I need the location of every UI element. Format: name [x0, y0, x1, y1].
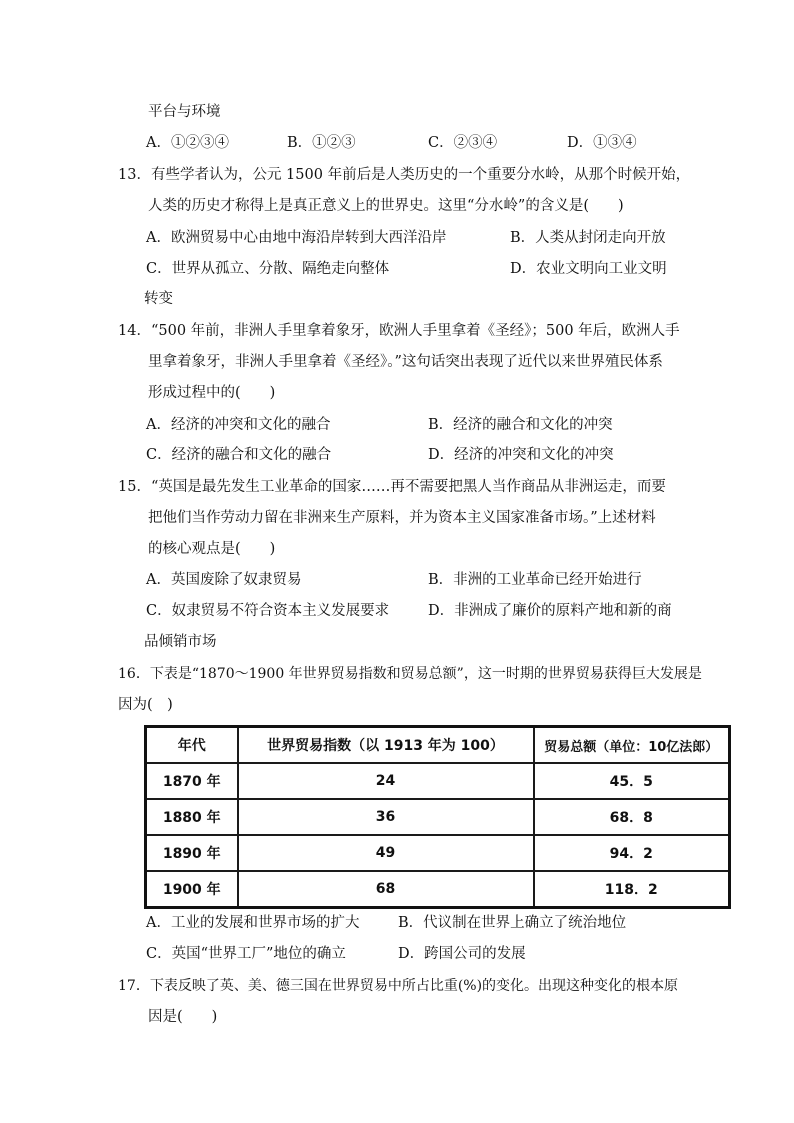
q13-option-d-cont: 转变	[144, 291, 173, 307]
q12-option-b[interactable]: B．①②③	[287, 135, 356, 151]
q15-option-d[interactable]: D．非洲成了廉价的原料产地和新的商	[428, 603, 672, 619]
q13-option-a[interactable]: A．欧洲贸易中心由地中海沿岸转到大西洋沿岸	[146, 230, 447, 246]
table-cell-index: 24	[238, 763, 534, 799]
q13-option-c[interactable]: C．世界从孤立、分散、隔绝走向整体	[146, 261, 390, 277]
table-row	[146, 799, 730, 835]
q14-stem-line1: 14．“500 年前，非洲人手里拿着象牙，欧洲人手里拿着《圣经》；500 年后，欧洲人手	[118, 323, 680, 339]
q12-option-a[interactable]: A．①②③④	[146, 135, 229, 151]
table-header-cell: 年代	[146, 727, 238, 764]
table-header-cell: 贸易总额（单位：10亿法郎）	[534, 727, 730, 764]
q16-option-d[interactable]: D．跨国公司的发展	[398, 946, 526, 962]
table-cell-total: 45．5	[534, 763, 730, 799]
q16-stem-line2: 因为( )	[118, 697, 173, 713]
trade-table	[144, 725, 731, 909]
table-cell-index: 68	[238, 871, 534, 908]
q15-option-c[interactable]: C．奴隶贸易不符合资本主义发展要求	[146, 603, 390, 619]
q14-option-a[interactable]: A．经济的冲突和文化的融合	[146, 417, 331, 433]
table-cell-index: 49	[238, 835, 534, 871]
table-cell-total: 68．8	[534, 799, 730, 835]
q16-option-b[interactable]: B．代议制在世界上确立了统治地位	[398, 915, 627, 931]
q17-stem-line2: 因是( )	[148, 1009, 218, 1025]
q14-option-c[interactable]: C．经济的融合和文化的融合	[146, 447, 332, 463]
q12-continuation: 平台与环境	[148, 104, 221, 120]
q14-stem-line2: 里拿着象牙，非洲人手里拿着《圣经》。”这句话突出表现了近代以来世界殖民体系	[148, 354, 663, 370]
table-cell-total: 94．2	[534, 835, 730, 871]
q14-option-d[interactable]: D．经济的冲突和文化的冲突	[428, 447, 614, 463]
q12-option-c[interactable]: C．②③④	[428, 135, 498, 151]
q15-option-a[interactable]: A．英国废除了奴隶贸易	[146, 572, 302, 588]
table-cell-year: 1900 年	[146, 871, 238, 908]
table-header-row	[146, 727, 730, 764]
table-cell-year: 1880 年	[146, 799, 238, 835]
q14-stem-line3: 形成过程中的( )	[148, 385, 276, 401]
table-cell-total: 118．2	[534, 871, 730, 908]
q15-stem-line1: 15．“英国是最先发生工业革命的国家……再不需要把黑人当作商品从非洲运走，而要	[118, 479, 666, 495]
q13-stem-line1: 13．有些学者认为，公元 1500 年前后是人类历史的一个重要分水岭，从那个时候开始，	[118, 167, 691, 183]
table-cell-year: 1870 年	[146, 763, 238, 799]
q15-option-d-cont: 品倾销市场	[144, 634, 217, 650]
q16-stem-line1: 16．下表是“1870～1900 年世界贸易指数和贸易总额”，这一时期的世界贸易获得巨大发展是	[118, 666, 702, 682]
q16-option-c[interactable]: C．英国“世界工厂”地位的确立	[146, 946, 346, 962]
q16-option-a[interactable]: A．工业的发展和世界市场的扩大	[146, 915, 360, 931]
q17-stem-line1: 17．下表反映了英、美、德三国在世界贸易中所占比重(%)的变化。出现这种变化的根本原	[118, 978, 679, 994]
table-row	[146, 835, 730, 871]
q15-option-b[interactable]: B．非洲的工业革命已经开始进行	[428, 572, 642, 588]
table-cell-index: 36	[238, 799, 534, 835]
table-header-cell: 世界贸易指数（以 1913 年为 100）	[238, 727, 534, 764]
q13-stem-line2: 人类的历史才称得上是真正意义上的世界史。这里“分水岭”的含义是( )	[148, 198, 624, 214]
table-row	[146, 871, 730, 908]
table-cell-year: 1890 年	[146, 835, 238, 871]
q13-option-b[interactable]: B．人类从封闭走向开放	[510, 230, 666, 246]
q12-option-d[interactable]: D．①③④	[567, 135, 637, 151]
q13-option-d[interactable]: D．农业文明向工业文明	[510, 261, 667, 277]
q15-stem-line3: 的核心观点是( )	[148, 541, 276, 557]
q14-option-b[interactable]: B．经济的融合和文化的冲突	[428, 417, 613, 433]
q15-stem-line2: 把他们当作劳动力留在非洲来生产原料，并为资本主义国家准备市场。”上述材料	[148, 510, 656, 526]
table-row	[146, 763, 730, 799]
